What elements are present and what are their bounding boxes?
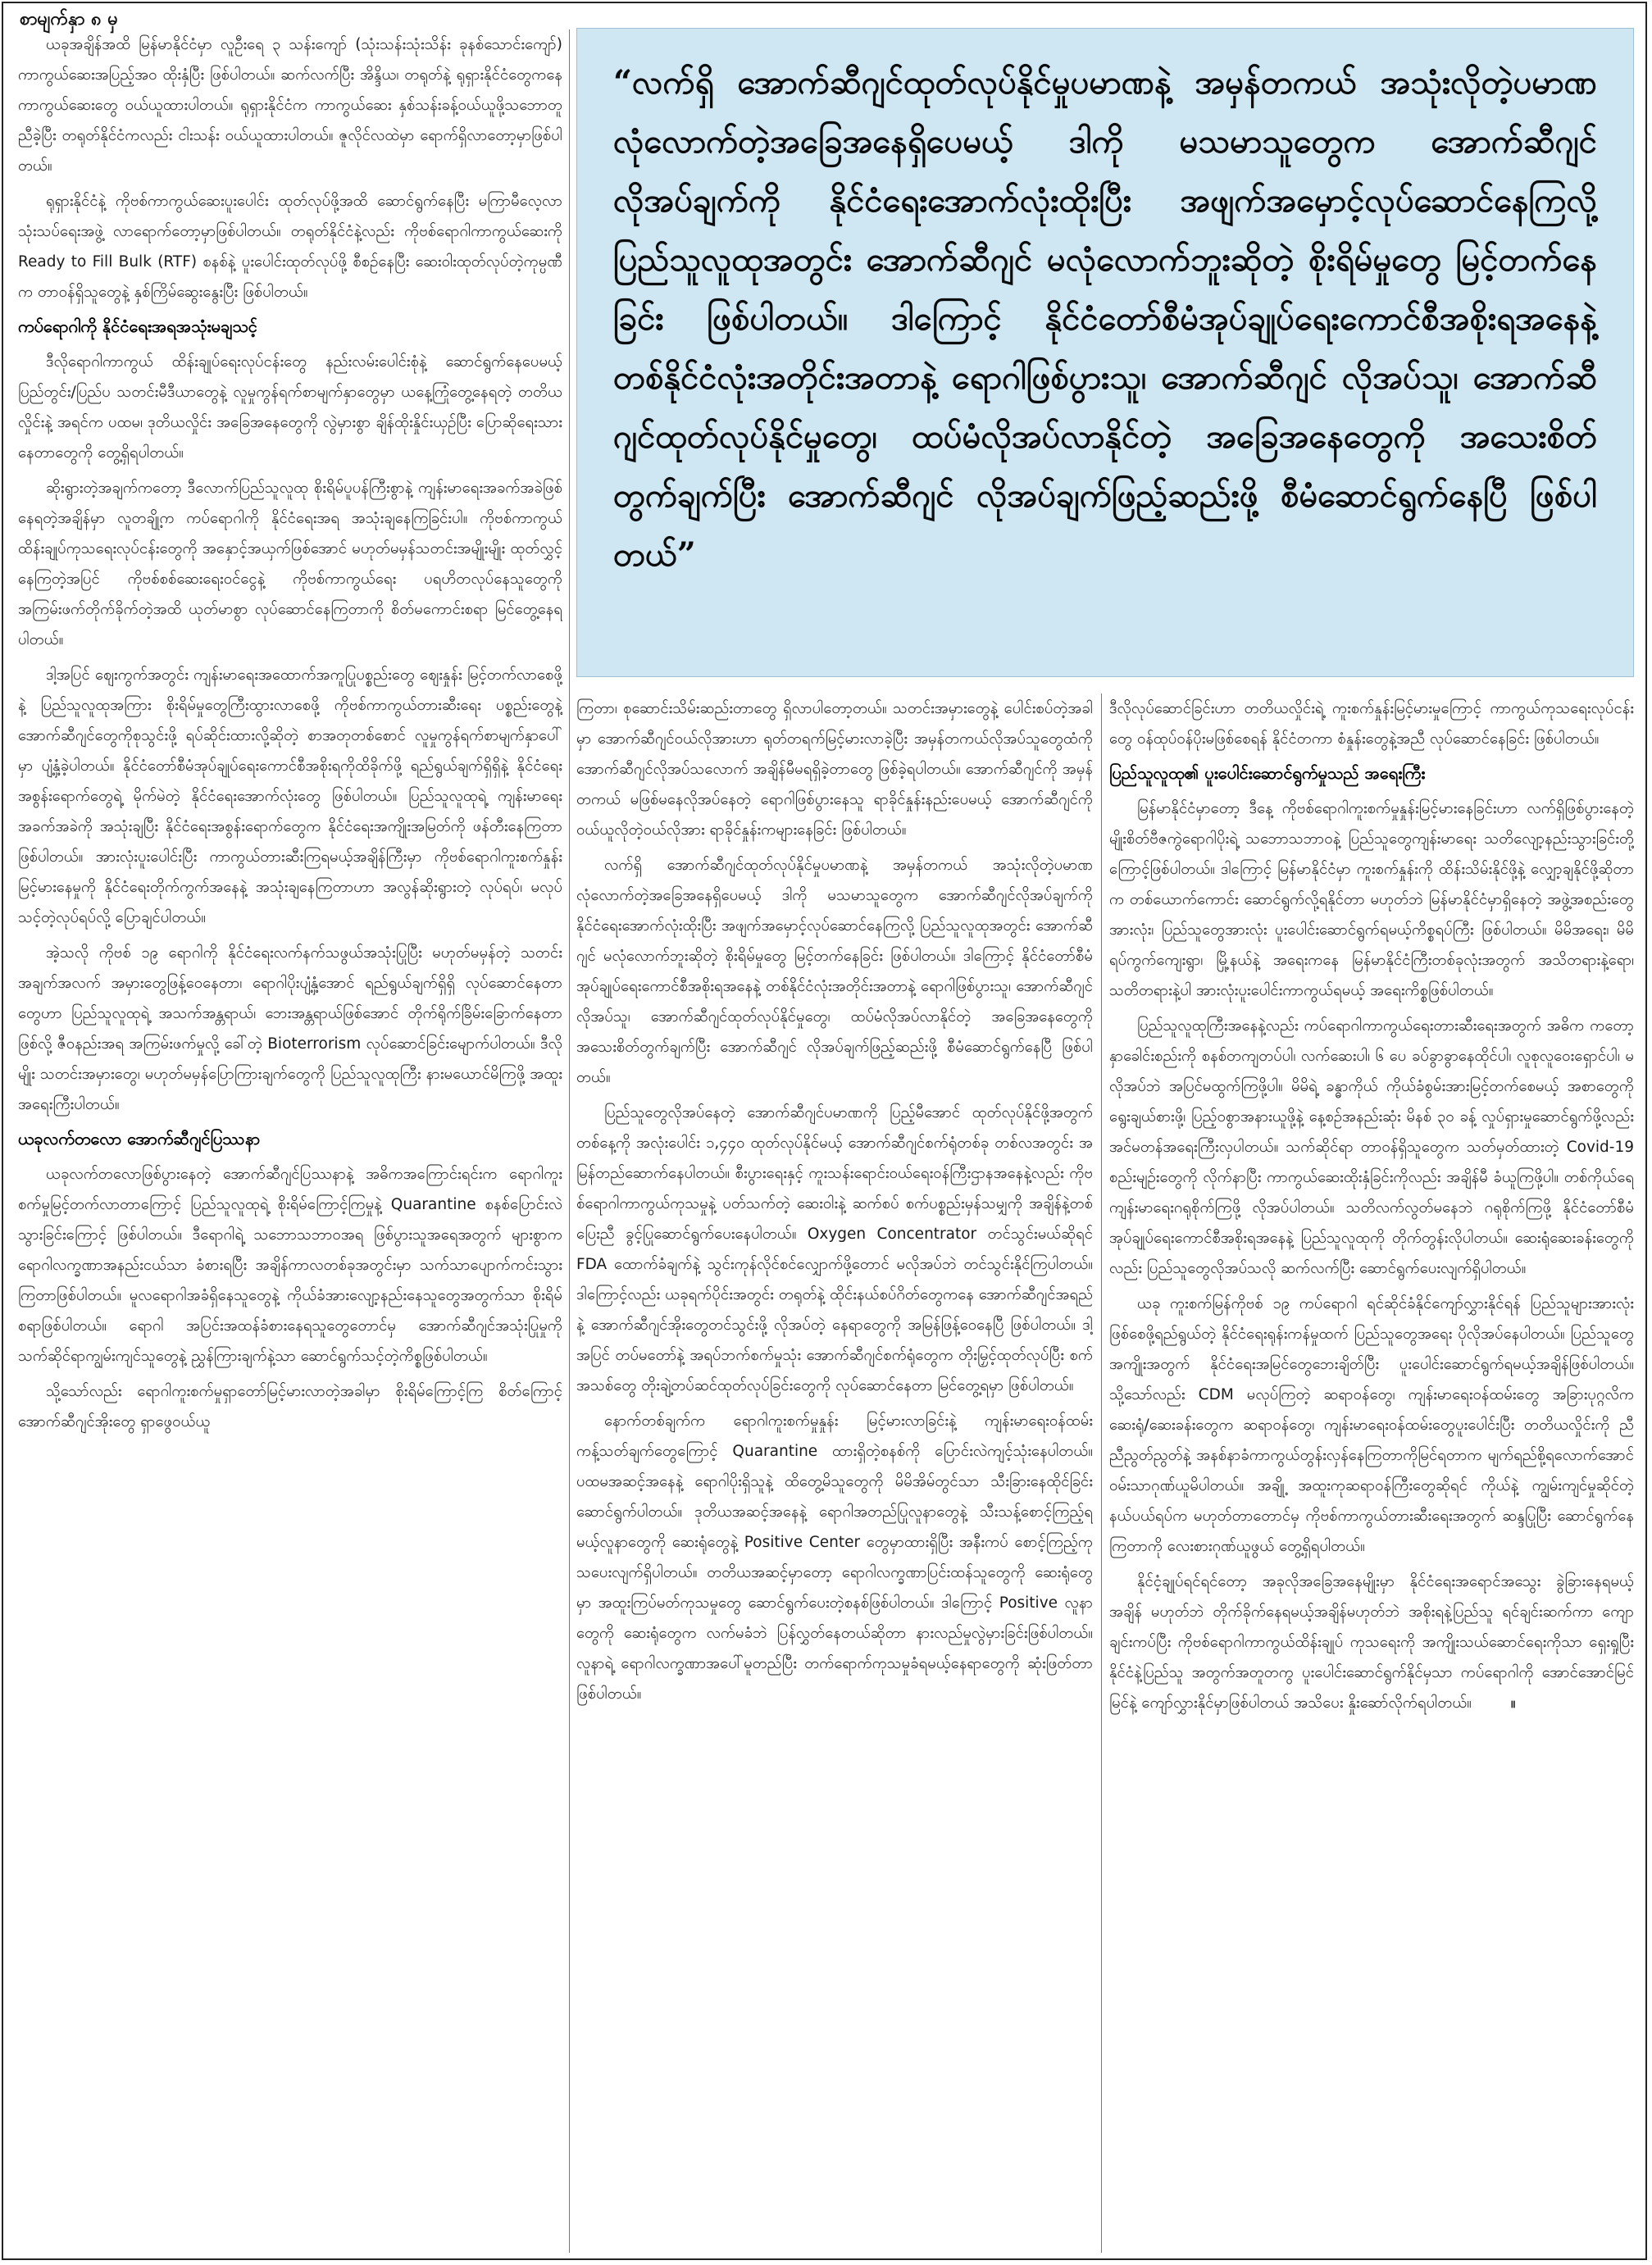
section-heading: ပြည်သူလူထု၏ ပူးပေါင်းဆောင်ရွက်မှုသည် အရေးကြီး: [1109, 763, 1426, 783]
section-heading: ယခုလက်တလော အောက်ဆီဂျင်ပြဿနာ: [18, 1129, 261, 1148]
paragraph: ယခု ကူးစက်မြန်ကိုဗစ် ၁၉ ကပ်ရောဂါ ရင်ဆိုင်ခံနိုင်ကျော်လွှားနိုင်ရန် ပြည်သူများအားလုံး ဖြစ်စေဖို့ရည်ရွယ်တဲ့ နိုင်ငံရေးရုန်းကန်မှုထက် ပြည်သူတွေအရေး ပိုလိုအပ်နေပါတယ်။ ပြည်သူတွေအကျိုးအတွက် နိုင်ငံရေးအမြင်တွေဘေးချိတ်ပြီး ပူးပေါင်းဆောင်ရွက်ရမယ့်အချိန်ဖြစ်ပါတယ်။ သို့သော်လည်း CDM မလုပ်ကြတဲ့ ဆရာဝန်တွေ၊ ကျန်းမာရေးဝန်ထမ်းတွေ အခြားပုဂ္ဂလိက ဆေးရုံ/ဆေးခန်းတွေက ဆရာဝန်တွေ၊ ကျန်းမာရေးဝန်ထမ်းတွေပူးပေါင်းပြီး တတိယလှိုင်းကို ညီညီညွတ်ညွတ်နဲ့ အနစ်နာခံကာကွယ်တွန်းလှန်နေကြတာကိုမြင်ရတာက မျက်ရည်စို့ရလောက်အောင် ဝမ်းသာဂုဏ်ယူမိပါတယ်။ အချို့ အထူးကုဆရာဝန်ကြီးတွေဆိုရင် ကိုယ်နဲ့ ကျွမ်းကျင်မှုဆိုင်တဲ့ နယ်ပယ်ရပ်က မဟုတ်တာတောင်မှ ကိုဗစ်ကာကွယ်တားဆီးရေးအတွက် ဆန္ဒပြုပြီး ဆောင်ရွက်နေကြတာကို လေးစားဂုဏ်ယူဖွယ် တွေ့ရှိရပါတယ်။: [1109, 1295, 1634, 1555]
paragraph: မြန်မာနိုင်ငံမှာတော့ ဒီနေ့ ကိုဗစ်ရောဂါကူးစက်မှုနှုန်းမြင့်မားနေခြင်းဟာ လက်ရှိဖြစ်ပွားနေတဲ့ မျိုးစိတ်ဗီဇကွဲရောဂါပိုးရဲ့ သဘောသဘာဝနဲ့ ပြည်သူတွေကျန်းမာရေး သတိလျော့နည်းသွားခြင်းတို့ကြောင့်ဖြစ်ပါတယ်။ ဒါကြောင့် မြန်မာနိုင်ငံမှာ ကူးစက်နှုန်းကို ထိန်းသိမ်းနိုင်ဖို့နဲ့ လျှော့ချနိုင်ဖို့ဆိုတာက တစ်ယောက်ကောင်း ဆောင်ရွက်လို့ရနိုင်တာ မဟုတ်ဘဲ မြန်မာနိုင်ငံမှာရှိနေတဲ့ အဖွဲ့အစည်းတွေအားလုံး၊ ပြည်သူတွေအားလုံး ပူးပေါင်းဆောင်ရွက်ရမယ့်ကိစ္စရပ်ကြီး ဖြစ်ပါတယ်။ မိမိအရေး၊ မိမိရပ်ကွက်ကျေးရွာ၊ မြို့နယ်နဲ့ အရေးကနေ မြန်မာနိုင်ငံကြီးတစ်ခုလုံးအတွက် အသိတရားနဲ့ရော၊ သတိတရားနဲ့ပါ အားလုံးပူးပေါင်းကာကွယ်ရမယ့် အရေးကိစ္စဖြစ်ပါတယ်။: [1109, 800, 1634, 999]
paragraph: ပြည်သူတွေလိုအပ်နေတဲ့ အောက်ဆီဂျင်ပမာဏကို ပြည့်မီအောင် ထုတ်လုပ်နိုင်ဖို့အတွက် တစ်နေ့ကို အလုံးပေါင်း ၁,၄၄၀ ထုတ်လုပ်နိုင်မယ့် အောက်ဆီဂျင်စက်ရုံတစ်ခု တစ်လအတွင်း အမြန်တည်ဆောက်နေပါတယ်။ စီးပွားရေးနှင့် ကူးသန်းရောင်းဝယ်ရေးဝန်ကြီးဌာနအနေနဲ့လည်း ကိုဗစ်ရောဂါကာကွယ်ကုသမှုနဲ့ ပတ်သက်တဲ့ ဆေးဝါးနဲ့ ဆက်စပ် စက်ပစ္စည်းမှန်သမျှကို အချိန်နဲ့တစ်ပြေးညီ ခွင့်ပြုဆောင်ရွက်ပေးနေပါတယ်။ Oxygen Concentrator တင်သွင်းမယ်ဆိုရင် FDA ထောက်ခံချက်နဲ့ သွင်းကုန်လိုင်စင်လျှောက်ဖို့တောင် မလိုအပ်ဘဲ တင်သွင်းနိုင်ကြပါတယ်။ ဒါကြောင့်လည်း ယခုရက်ပိုင်းအတွင်း တရုတ်နဲ့ ထိုင်းနယ်စပ်ဂိတ်တွေကနေ အောက်ဆီဂျင်အရည်နဲ့ အောက်ဆီဂျင်အိုးတွေတင်သွင်းဖို့ လိုအပ်တဲ့ နေရာတွေကို အမြန်ဖြန့်ဝေနေပြီ ဖြစ်ပါတယ်။ ဒါ့အပြင် တပ်မတော်နဲ့ အရပ်ဘက်စက်မှုသုံး အောက်ဆီဂျင်စက်ရုံတွေက တိုးမြှင့်ထုတ်လုပ်ပြီး စက်အသစ်တွေ တိုးချဲ့တပ်ဆင်ထုတ်လုပ်ခြင်းတွေကို လုပ်ဆောင်နေတာ မြင်တွေ့ရမှာ ဖြစ်ပါတယ်။: [576, 1104, 1093, 1394]
paragraph-text: နိုင်ငံ့ချုပ်ရင်ရင်တော့ အခုလိုအခြေအနေမျိုးမှာ နိုင်ငံရေးအရောင်အသွေး ခွဲခြားနေရမယ့်အချိန် မဟုတ်ဘဲ တိုက်ခိုက်နေရမယ့်အချိန်မဟုတ်ဘဲ အစိုးရနဲ့ပြည်သူ ရင်ချင်းဆက်ကာ ကျောချင်းကပ်ပြီး ကိုဗစ်ရောဂါကာကွယ်ထိန်းချုပ် ကုသရေးကို အကျိုးသယ်ဆောင်ရေးကိုသာ ရှေးရှုပြီး နိုင်ငံနဲ့ပြည်သူ အတွက်အတူတကွ ပူးပေါင်းဆောင်ရွက်နိုင်မှသာ ကပ်ရောဂါကို အောင်အောင်မြင်မြင်နဲ့ ကျော်လွှားနိုင်မှာဖြစ်ပါတယ် အသိပေး နှိုးဆော်လိုက်ရပါတယ်။: [1109, 1573, 1634, 1712]
paragraph: အဲ့သလို ကိုဗစ် ၁၉ ရောဂါကို နိုင်ငံရေးလက်နက်သဖွယ်အသုံးပြုပြီး မဟုတ်မမှန်တဲ့ သတင်းအချက်အလက် အမှားတွေဖြန့်ဝေနေတာ၊ ရောဂါပိုးပျံ့နှံ့အောင် ရည်ရွယ်ချက်ရှိရှိ လုပ်ဆောင်နေတာတွေဟာ ပြည်သူလူထုရဲ့ အသက်အန္တရာယ်၊ ဘေးအန္တရာယ်ဖြစ်အောင် တိုက်ရိုက်ခြိမ်းခြောက်နေတာဖြစ်လို့ ဇီဝနည်းအရ အကြမ်းဖက်မှုလို့ ခေါ်တဲ့ Bioterrorism လုပ်ဆောင်ခြင်းမျောက်ပါတယ်။ ဒီလိုမျိုး သတင်းအမှားတွေ၊ မဟုတ်မမှန်ပြောကြားချက်တွေကို ပြည်သူလူထုကြီး နားမယောင်မိကြဖို့ အထူးအရေးကြီးပါတယ်။: [18, 944, 562, 1113]
paragraph: ဆိုးရွားတဲ့အချက်ကတော့ ဒီလောက်ပြည်သူလူထု စိုးရိမ်ပူပန်ကြီးစွာနဲ့ ကျန်းမာရေးအခက်အခဲဖြစ်နေရတဲ့အချိန်မှာ လူတချို့က ကပ်ရောဂါကို နိုင်ငံရေးအရ အသုံးချနေကြခြင်းပါ။ ကိုဗစ်ကာကွယ်ထိန်းချုပ်ကုသရေးလုပ်ငန်းတွေကို အနှောင့်အယှက်ဖြစ်အောင် မဟုတ်မမှန်သတင်းအမျိုးမျိုး ထုတ်လွှင့်နေကြတဲ့အပြင် ကိုဗစ်စစ်ဆေးရေးဝင်ငွေနဲ့ ကိုဗစ်ကာကွယ်ရေး ပရဟိတလုပ်နေသူတွေကို အကြမ်းဖက်တိုက်ခိုက်တဲ့အထိ ယုတ်မာစွာ လုပ်ဆောင်နေကြတာကို စိတ်မကောင်းစရာ မြင်တွေ့နေရပါတယ်။: [18, 480, 562, 648]
article-end-mark: ။: [1510, 1694, 1516, 1712]
column-divider: [1101, 694, 1102, 2253]
paragraph: [1109, 1567, 1634, 1718]
paragraph: ဒီလိုလုပ်ဆောင်ခြင်းဟာ တတိယလှိုင်းရဲ့ ကူးစက်နှုန်းမြင့်မားမှုကြောင့် ကာကွယ်ကုသရေးလုပ်ငန်းတွေ ဝန်ထုပ်ဝန်ပိုးမဖြစ်စေရန် နိုင်ငံတကာ စံနှုန်းတွေနဲ့အညီ လုပ်ဆောင်နေခြင်း ဖြစ်ပါတယ်။: [1109, 700, 1634, 748]
paragraph: ယခုလက်တလောဖြစ်ပွားနေတဲ့ အောက်ဆီဂျင်ပြဿနာနဲ့ အဓိကအကြောင်းရင်းက ရောဂါကူးစက်မှုမြင့်တက်လာတာကြောင့် ပြည်သူလူထုရဲ့ စိုးရိမ်ကြောင့်ကြမှုနဲ့ Quarantine စနစ်ပြောင်းလဲသွားခြင်းကြောင့် ဖြစ်ပါတယ်။ ဒီရောဂါရဲ့ သဘောသဘာဝအရ ဖြစ်ပွားသူအရေအတွက် များစွာက ရောဂါလက္ခဏာအနည်းငယ်သာ ခံစားရပြီး အချိန်ကာလတစ်ခုအတွင်းမှာ သက်သာပျောက်ကင်းသွားကြတာဖြစ်ပါတယ်။ မူလရောဂါအခံရှိနေသူတွေနဲ့ ကိုယ်ခံအားလျော့နည်းနေသူတွေအတွက်သာ စိုးရိမ်စရာဖြစ်ပါတယ်။ ရောဂါ အပြင်းအထန်ခံစားနေရသူတွေတောင်မှ အောက်ဆီဂျင်အသုံးပြုမှုကို သက်ဆိုင်ရာကျွမ်းကျင်သူတွေနဲ့ ညွှန်ကြားချက်နဲ့သာ ဆောင်ရွက်သင့်တဲ့ကိစ္စဖြစ်ပါတယ်။: [18, 1166, 562, 1365]
article-column-3: [1109, 694, 1634, 2251]
paragraph: ကြတာ၊ စုဆောင်းသိမ်းဆည်းတာတွေ ရှိလာပါတော့တယ်။ သတင်းအမှားတွေနဲ့ ပေါင်းစပ်တဲ့အခါမှာ အောက်ဆီဂျင်ဝယ်လိုအားဟာ ရုတ်တရက်မြင့်မားလာခဲ့ပြီး အမှန်တကယ်လိုအပ်သူတွေထံကို အောက်ဆီဂျင်လိုအပ်သလောက် အချိန်မီမရရှိခဲ့တာတွေ ဖြစ်ခဲ့ရပါတယ်။ အောက်ဆီဂျင်ကို အမှန်တကယ် မဖြစ်မနေလိုအပ်နေတဲ့ ရောဂါဖြစ်ပွားနေသူ ရာခိုင်နှုန်းနည်းပေမယ့် အောက်ဆီဂျင်ကို ဝယ်ယူလိုတဲ့ဝယ်လိုအား ရာခိုင်နှုန်းကများနေခြင်း ဖြစ်ပါတယ်။: [576, 700, 1093, 839]
paragraph: သို့သော်လည်း ရောဂါကူးစက်မှုရှာတော်မြင့်မားလာတဲ့အခါမှာ စိုးရိမ်ကြောင့်ကြ စိတ်ကြောင့် အောက်ဆီဂျင်အိုးတွေ ရှာဖွေဝယ်ယူ: [18, 1383, 562, 1430]
article-column-2: [576, 694, 1093, 2251]
paragraph: ပြည်သူလူထုကြီးအနေနဲ့လည်း ကပ်ရောဂါကာကွယ်ရေးတားဆီးရေးအတွက် အဓိက ကတော့ နှာခေါင်းစည်းကို စနစ်တကျတပ်ပါ၊ လက်ဆေးပါ၊ ၆ ပေ ခပ်ခွာခွာနေထိုင်ပါ၊ လူစုလူဝေးရှောင်ပါ၊ မလိုအပ်ဘဲ အပြင်မထွက်ကြဖို့ပါ။ မိမိရဲ့ ခန္ဓာကိုယ် ကိုယ်ခံစွမ်းအားမြင့်တက်စေမယ့် အစာတွေကို ရွေးချယ်စားဖို့၊ ပြည့်ဝစွာအနားယူဖို့နဲ့ နေ့စဉ်အနည်းဆုံး မိနစ် ၃၀ ခန့် လှုပ်ရှားမှုဆောင်ရွက်ဖို့လည်း အင်မတန်အရေးကြီးလှပါတယ်။ သက်ဆိုင်ရာ တာဝန်ရှိသူတွေက သတ်မှတ်ထားတဲ့ Covid-19 စည်းမျဉ်းတွေကို လိုက်နာပြီး ကာကွယ်ဆေးထိုးနှံခြင်းကိုလည်း အချိန်မီ ခံယူကြဖို့ပါ။ တစ်ကိုယ်ရေကျန်းမာရေးဂရုစိုက်ကြဖို့ လိုအပ်ပါတယ်။ သတိလက်လွတ်မနေဘဲ ဂရုစိုက်ကြဖို့ နိုင်ငံတော်စီမံအုပ်ချုပ်ရေးကောင်စီအစိုးရအနေနဲ့ ပြည်သူလူထုကို တိုက်တွန်းလိုပါတယ်။ ဆေးရုံဆေးခန်းတွေကိုလည်း ပြည်သူတွေလိုအပ်သလို ဆက်လက်ပြီး ဆောင်ရွက်ပေးလျက်ရှိပါတယ်။: [1109, 1017, 1634, 1277]
paragraph: ဒါ့အပြင် ဈေးကွက်အတွင်း ကျန်းမာရေးအထောက်အကူပြုပစ္စည်းတွေ ဈေးနှုန်း မြင့်တက်လာစေဖို့နဲ့ ပြည်သူလူထုအကြား စိုးရိမ်မှုတွေကြီးထွားလာစေဖို့ ကိုဗစ်ကာကွယ်တားဆီးရေး ပစ္စည်းတွေနဲ့ အောက်ဆီဂျင်တွေကိုစုသွင်းဖို့ ရပ်ဆိုင်းထားလို့ဆိုတဲ့ စာအတုတစ်စောင် လူမှုကွန်ရက်စာမျက်နှာပေါ်မှာ ပျံ့နှံ့ခဲ့ပါတယ်။ နိုင်ငံတော်စီမံအုပ်ချုပ်ရေးကောင်စီအစိုးရကိုထိခိုက်ဖို့ ရည်ရွယ်ချက်ရှိရှိနဲ့ နိုင်ငံရေးအစွန်းရောက်တွေရဲ့ မိုက်မဲတဲ့ နိုင်ငံရေးအောက်လုံးတွေ ဖြစ်ပါတယ်။ ပြည်သူလူထုရဲ့ ကျန်းမာရေးအခက်အခဲကို အသုံးချပြီး နိုင်ငံရေးအစွန်းရောက်တွေက နိုင်ငံရေးအကျိုးအမြတ်ကို ဖန်တီးနေကြတာ ဖြစ်ပါတယ်။ အားလုံးပူးပေါင်းပြီး ကာကွယ်တားဆီးကြရမယ့်အချိန်ကြီးမှာ ကိုဗစ်ရောဂါကူးစက်နှုန်း မြင့်မားနေမှုကို နိုင်ငံရေးတိုက်ကွက်အနေနဲ့ အသုံးချနေကြတာဟာ အလွန်ဆိုးရွားတဲ့ လုပ်ရပ်၊ မလုပ်သင့်တဲ့လုပ်ရပ်လို့ ပြောချင်ပါတယ်။: [18, 666, 562, 926]
paragraph: ယခုအချိန်အထိ မြန်မာနိုင်ငံမှာ လူဦးရေ ၃ သန်းကျော် (သုံးသန်းသုံးသိန်း ခုနစ်သောင်းကျော်) ကာကွယ်ဆေးအပြည့်အဝ ထိုးနှံပြီး ဖြစ်ပါတယ်။ ဆက်လက်ပြီး အိန္ဒိယ၊ တရုတ်နဲ့ ရုရှားနိုင်ငံတွေကနေ ကာကွယ်ဆေးတွေ ဝယ်ယူထားပါတယ်။ ရုရှားနိုင်ငံက ကာကွယ်ဆေး နှစ်သန်းခန့်ဝယ်ယူဖို့သဘောတူညီခဲ့ပြီး တရုတ်နိုင်ငံကလည်း ငါးသန်း ဝယ်ယူထားပါတယ်။ ဇူလိုင်လထဲမှာ ရောက်ရှိလာတော့မှာဖြစ်ပါတယ်။: [18, 36, 562, 175]
pull-quote-box: [576, 28, 1634, 677]
section-heading: ကပ်ရောဂါကို နိုင်ငံရေးအရအသုံးမချသင့်: [18, 316, 257, 336]
column-divider: [569, 30, 570, 2253]
pull-quote-text: “လက်ရှိ အောက်ဆီဂျင်ထုတ်လုပ်နိုင်မှုပမာဏနဲ့ အမှန်တကယ် အသုံးလိုတဲ့ပမာဏ လုံလောက်တဲ့အခြေအနေရှိပေမယ့် ဒါကို မသမာသူတွေက အောက်ဆီဂျင်လိုအပ်ချက်ကို နိုင်ငံရေးအောက်လုံးထိုးပြီး အဖျက်အမှောင့်လုပ်ဆောင်နေကြလို့ ပြည်သူလူထုအတွင်း အောက်ဆီဂျင် မလုံလောက်ဘူးဆိုတဲ့ စိုးရိမ်မှုတွေ မြင့်တက်နေခြင်း ဖြစ်ပါတယ်။ ဒါကြောင့် နိုင်ငံတော်စီမံအုပ်ချုပ်ရေးကောင်စီအစိုးရအနေနဲ့ တစ်နိုင်ငံလုံးအတိုင်းအတာနဲ့ ရောဂါဖြစ်ပွားသူ၊ အောက်ဆီဂျင် လိုအပ်သူ၊ အောက်ဆီဂျင်ထုတ်လုပ်နိုင်မှုတွေ၊ ထပ်မံလိုအပ်လာနိုင်တဲ့ အခြေအနေတွေကို အသေးစိတ်တွက်ချက်ပြီး အောက်ဆီဂျင် လိုအပ်ချက်ဖြည့်ဆည်းဖို့ စီမံဆောင်ရွက်နေပြီ ဖြစ်ပါတယ်”: [613, 63, 1597, 574]
paragraph: ရုရှားနိုင်ငံနဲ့ ကိုဗစ်ကာကွယ်ဆေးပူးပေါင်း ထုတ်လုပ်ဖို့အထိ ဆောင်ရွက်နေပြီး မကြာမီလေ့လာသုံးသပ်ရေးအဖွဲ့ လာရောက်တော့မှာဖြစ်ပါတယ်။ တရုတ်နိုင်ငံနဲ့လည်း ကိုဗစ်ရောဂါကာကွယ်ဆေးကို Ready to Fill Bulk (RTF) စနစ်နဲ့ ပူးပေါင်းထုတ်လုပ်ဖို့ စီစဉ်နေပြီး ဆေးဝါးထုတ်လုပ်တဲ့ကုမ္ပဏီက တာဝန်ရှိသူတွေနဲ့ နှစ်ကြိမ်ဆွေးနွေးပြီး ဖြစ်ပါတယ်။: [18, 193, 562, 301]
paragraph: ဒီလိုရောဂါကာကွယ် ထိန်းချုပ်ရေးလုပ်ငန်းတွေ နည်းလမ်းပေါင်းစုံနဲ့ ဆောင်ရွက်နေပေမယ့် ပြည်တွင်း/ပြည်ပ သတင်းမီဒီယာတွေနဲ့ လူမှုကွန်ရက်စာမျက်နှာတွေမှာ ယနေ့ကြုံတွေ့နေရတဲ့ တတိယလှိုင်းနဲ့ အရင်က ပထမ၊ ဒုတိယလှိုင်း အခြေအနေတွေကို လွဲမှားစွာ ချိန်ထိုးနှိုင်းယှဉ်ပြီး ပြောဆိုရေးသားနေတာတွေကို တွေ့ရှိရပါတယ်။: [18, 353, 562, 462]
paragraph: လက်ရှိ အောက်ဆီဂျင်ထုတ်လုပ်နိုင်မှုပမာဏနဲ့ အမှန်တကယ် အသုံးလိုတဲ့ပမာဏ လုံလောက်တဲ့အခြေအနေရှိပေမယ့် ဒါကို မသမာသူတွေက အောက်ဆီဂျင်လိုအပ်ချက်ကို နိုင်ငံရေးအောက်လုံးထိုးပြီး အဖျက်အမှောင့်လုပ်ဆောင်နေကြလို့ ပြည်သူလူထုအတွင်း အောက်ဆီဂျင် မလုံလောက်ဘူးဆိုတဲ့ စိုးရိမ်မှုတွေ မြင့်တက်နေခြင်း ဖြစ်ပါတယ်။ ဒါကြောင့် နိုင်ငံတော်စီမံအုပ်ချုပ်ရေးကောင်စီအစိုးရအနေနဲ့ တစ်နိုင်ငံလုံးအတိုင်းအတာနဲ့ ရောဂါဖြစ်ပွားသူ၊ အောက်ဆီဂျင်လိုအပ်သူ၊ အောက်ဆီဂျင်ထုတ်လုပ်နိုင်မှုတွေ၊ ထပ်မံလိုအပ်လာနိုင်တဲ့ အခြေအနေတွေကို အသေးစိတ်တွက်ချက်ပြီး အောက်ဆီဂျင် လိုအပ်ချက်ဖြည့်ဆည်းဖို့ စီမံဆောင်ရွက်နေပြီ ဖြစ်ပါတယ်။: [576, 857, 1093, 1086]
article-column-1: [18, 30, 562, 2251]
paragraph: နောက်တစ်ချက်က ရောဂါကူးစက်မှုနှုန်း မြင့်မားလာခြင်းနဲ့ ကျန်းမာရေးဝန်ထမ်း ကန့်သတ်ချက်တွေကြောင့် Quarantine ထားရှိတဲ့စနစ်ကို ပြောင်းလဲကျင့်သုံးနေပါတယ်။ ပထမအဆင့်အနေနဲ့ ရောဂါပိုးရှိသူနဲ့ ထိတွေ့မိသူတွေကို မိမိအိမ်တွင်သာ သီးခြားနေထိုင်ခြင်း ဆောင်ရွက်ပါတယ်။ ဒုတိယအဆင့်အနေနဲ့ ရောဂါအတည်ပြုလူနာတွေနဲ့ သီးသန့်စောင့်ကြည့်ရမယ့်လူနာတွေကို ဆေးရုံတွေနဲ့ Positive Center တွေမှာထားရှိပြီး အနီးကပ် စောင့်ကြည့်ကုသပေးလျက်ရှိပါတယ်။ တတိယအဆင့်မှာတော့ ရောဂါလက္ခဏာပြင်းထန်သူတွေကို ဆေးရုံတွေမှာ အထူးကြပ်မတ်ကုသမှုတွေ ဆောင်ရွက်ပေးတဲ့စနစ်ဖြစ်ပါတယ်။ ဒါကြောင့် Positive လူနာတွေကို ဆေးရုံတွေက လက်မခံဘဲ ပြန်လွှတ်နေတယ်ဆိုတာ နားလည်မှုလွဲမှားခြင်းဖြစ်ပါတယ်။ လူနာရဲ့ ရောဂါလက္ခဏာအပေါ်မူတည်ပြီး တက်ရောက်ကုသမှုခံရမယ့်နေရာတွေကို ဆုံးဖြတ်တာ ဖြစ်ပါတယ်။: [576, 1412, 1093, 1703]
page-continuation-label: စာမျက်နှာ ၈ မှ: [20, 9, 118, 30]
